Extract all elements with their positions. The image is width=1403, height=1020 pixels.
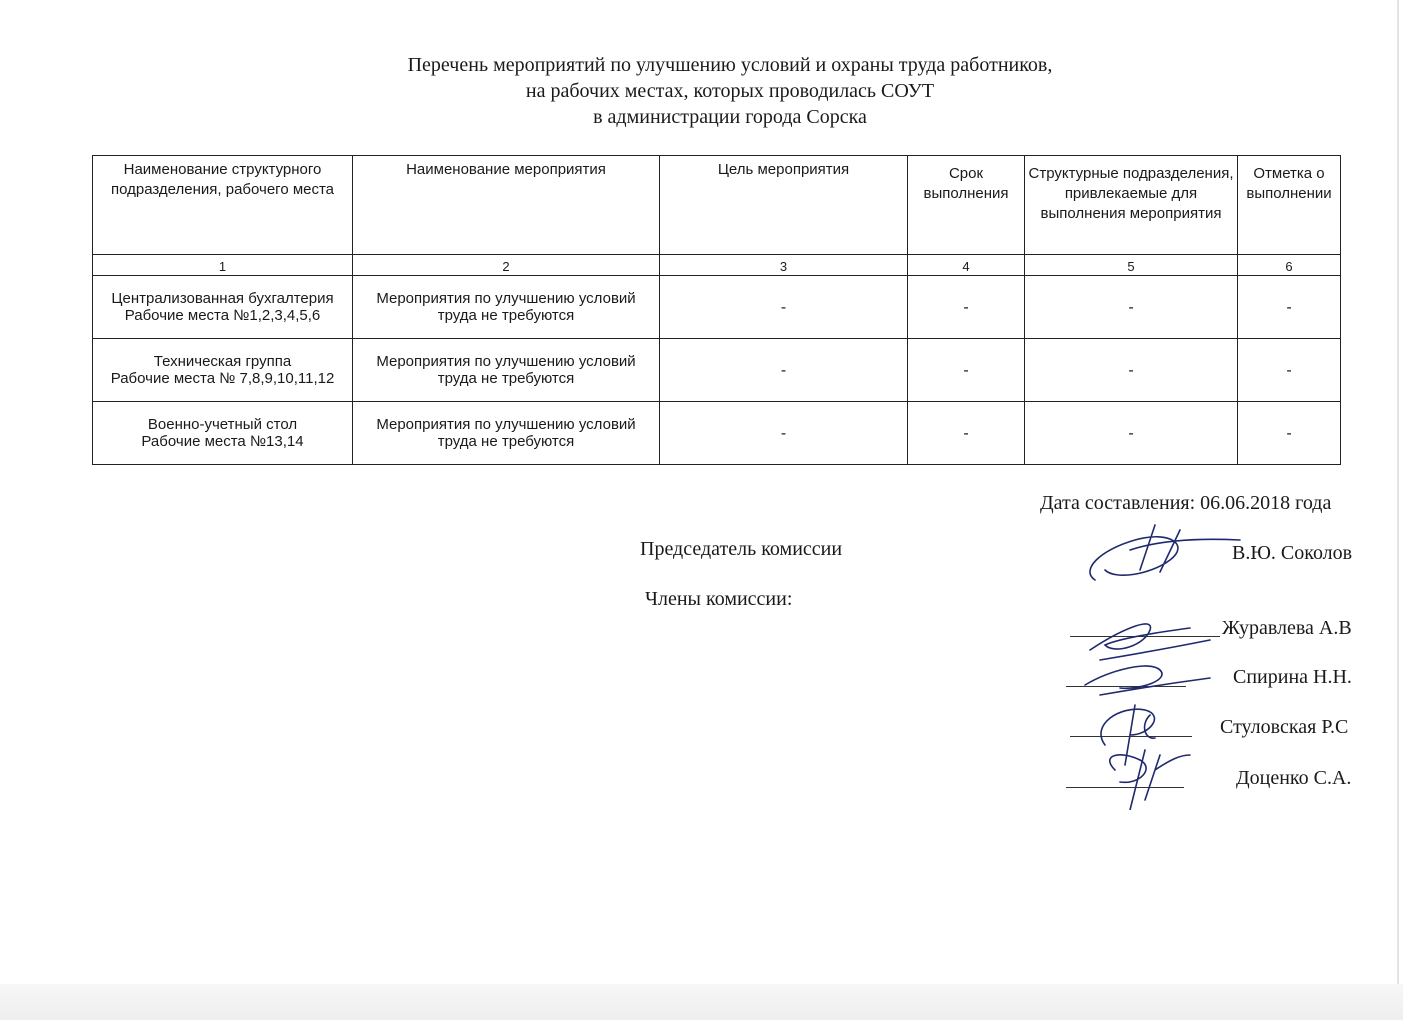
table-row bbox=[93, 402, 1341, 465]
unit-cell bbox=[93, 339, 353, 402]
document-title bbox=[0, 52, 1403, 130]
chair-name: В.Ю. Соколов bbox=[1232, 542, 1353, 564]
measures-table bbox=[92, 155, 1341, 465]
departments-cell: - bbox=[1025, 339, 1238, 402]
header-deadline: Срок выполнения bbox=[908, 156, 1025, 255]
chair-label: Председатель комиссии bbox=[640, 538, 843, 560]
compilation-date: Дата составления: 06.06.2018 года bbox=[1040, 492, 1332, 514]
unit-cell bbox=[93, 276, 353, 339]
member-name: Журавлева А.В bbox=[1222, 617, 1352, 639]
mark-cell: - bbox=[1238, 339, 1341, 402]
unit-name: Военно-учетный стол bbox=[147, 416, 298, 433]
column-number: 1 bbox=[93, 255, 353, 276]
column-number: 5 bbox=[1025, 255, 1238, 276]
header-measure: Наименование мероприятия bbox=[353, 156, 660, 255]
goal-cell: - bbox=[660, 402, 908, 465]
table-row bbox=[93, 276, 1341, 339]
deadline-cell: - bbox=[908, 339, 1025, 402]
deadline-cell: - bbox=[908, 276, 1025, 339]
members-label: Члены комиссии: bbox=[645, 588, 793, 610]
member-signature-4 bbox=[1110, 750, 1190, 810]
column-number-row bbox=[93, 255, 1341, 276]
member-signature-2 bbox=[1085, 666, 1210, 695]
deadline-cell: - bbox=[908, 402, 1025, 465]
chair-signature bbox=[1090, 525, 1240, 580]
header-mark: Отметка о выполнении bbox=[1238, 156, 1341, 255]
mark-cell: - bbox=[1238, 276, 1341, 339]
workplaces: Рабочие места № 7,8,9,10,11,12 bbox=[110, 370, 335, 387]
column-number: 6 bbox=[1238, 255, 1341, 276]
member-name: Спирина Н.Н. bbox=[1233, 666, 1352, 688]
measure-cell: Мероприятия по улучшению условий труда не требуются bbox=[353, 402, 660, 465]
member-name: Стуловская Р.С bbox=[1220, 716, 1349, 738]
column-number: 4 bbox=[908, 255, 1025, 276]
scan-bottom-band bbox=[0, 984, 1403, 1020]
workplaces: Рабочие места №1,2,3,4,5,6 bbox=[124, 307, 321, 324]
header-goal: Цель мероприятия bbox=[660, 156, 908, 255]
handwritten-signatures bbox=[1060, 510, 1260, 810]
goal-cell: - bbox=[660, 339, 908, 402]
page-edge bbox=[1397, 0, 1399, 1020]
measure-cell: Мероприятия по улучшению условий труда не требуются bbox=[353, 339, 660, 402]
unit-cell bbox=[93, 402, 353, 465]
table-row bbox=[93, 339, 1341, 402]
member-signature-1 bbox=[1090, 624, 1210, 660]
departments-cell: - bbox=[1025, 402, 1238, 465]
measure-cell: Мероприятия по улучшению условий труда не требуются bbox=[353, 276, 660, 339]
title-line-1: Перечень мероприятий по улучшению условий и охраны труда работников, bbox=[407, 54, 1053, 76]
workplaces: Рабочие места №13,14 bbox=[141, 433, 304, 450]
table-header-row bbox=[93, 156, 1341, 255]
mark-cell: - bbox=[1238, 402, 1341, 465]
title-line-2: на рабочих местах, которых проводилась СОУТ bbox=[525, 80, 935, 102]
unit-name: Техническая группа bbox=[153, 353, 292, 370]
header-departments: Структурные подразделения, привлекаемые для выполнения мероприятия bbox=[1025, 156, 1238, 255]
column-number: 2 bbox=[353, 255, 660, 276]
header-unit: Наименование структурного подразделения, рабочего места bbox=[93, 156, 353, 255]
member-name: Доценко С.А. bbox=[1236, 767, 1352, 789]
unit-name: Централизованная бухгалтерия bbox=[111, 290, 334, 307]
departments-cell: - bbox=[1025, 276, 1238, 339]
title-line-3: в администрации города Сорска bbox=[593, 106, 867, 128]
column-number: 3 bbox=[660, 255, 908, 276]
goal-cell: - bbox=[660, 276, 908, 339]
